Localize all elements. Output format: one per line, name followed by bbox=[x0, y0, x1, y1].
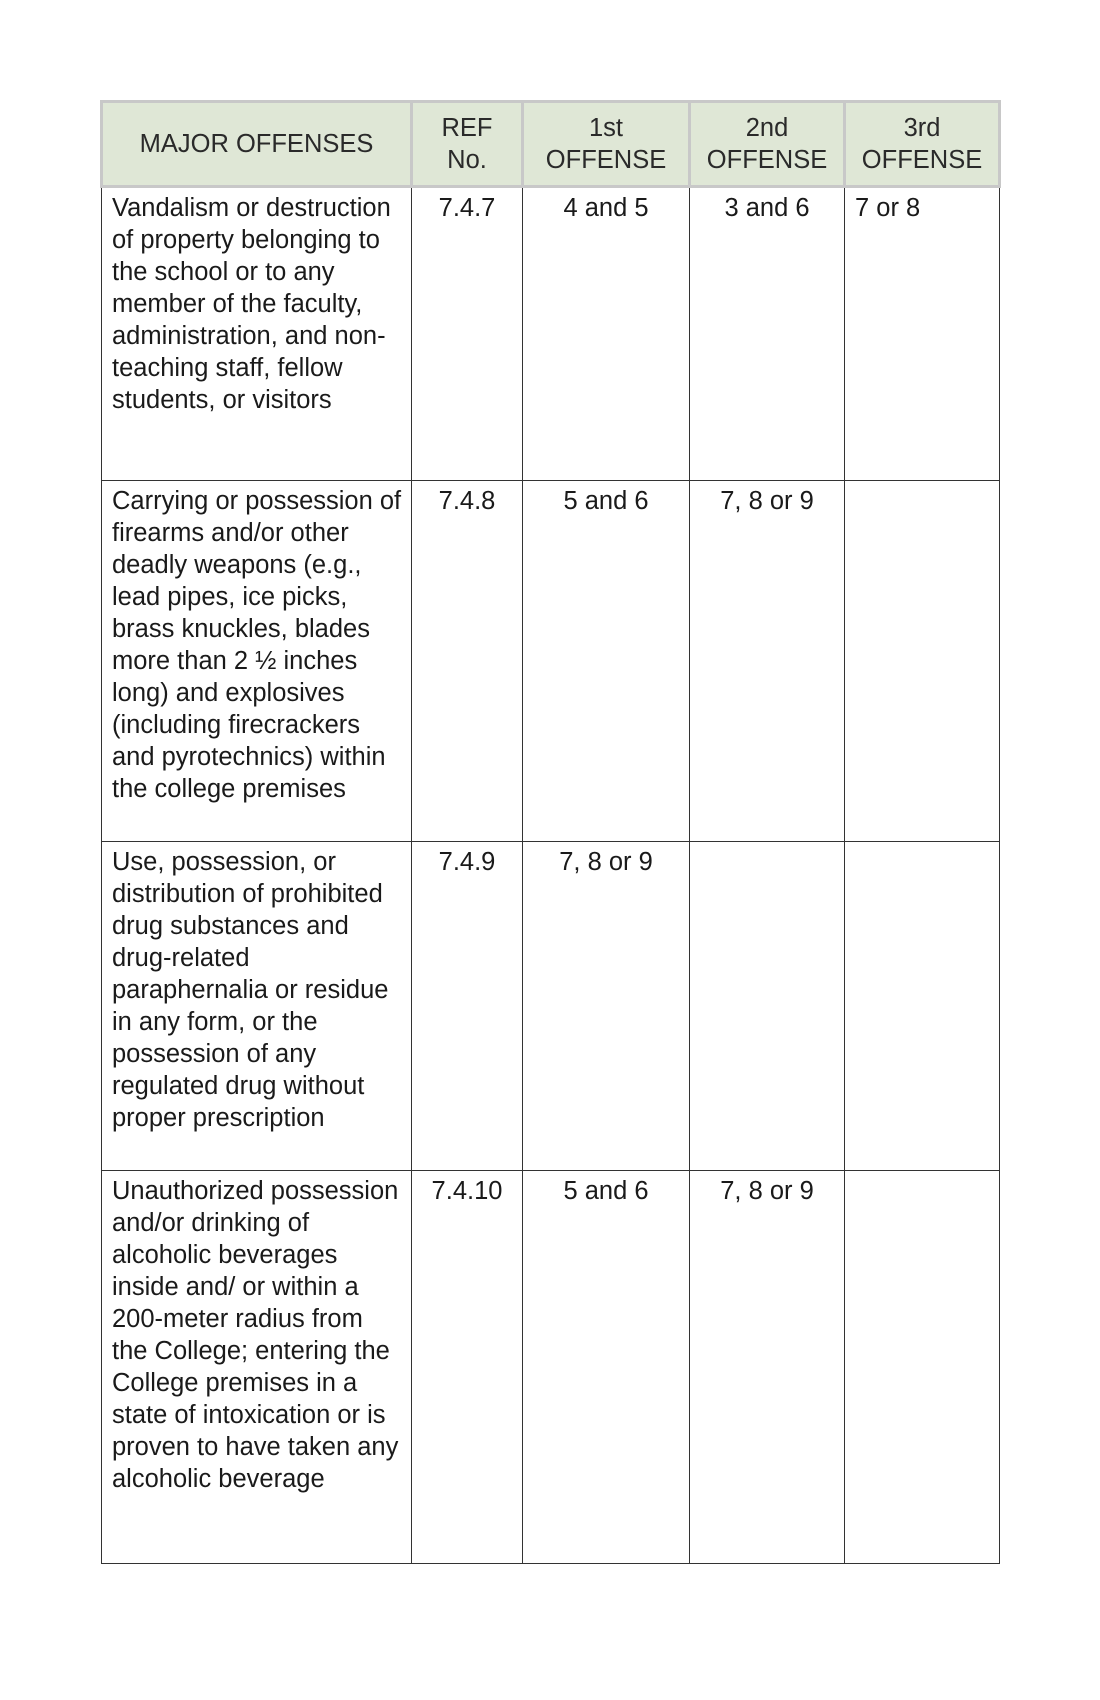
table-row bbox=[102, 842, 1000, 1171]
offense-description: Unauthorized possession and/or drinking of alcoholic beverages inside and/ or within a 200-meter radius from the College; entering the College premises in a state of intoxication or is proven to have taken any alcoholic beverage bbox=[102, 1171, 412, 1564]
table-row bbox=[102, 1171, 1000, 1564]
second-offense-sanction: 3 and 6 bbox=[690, 187, 845, 481]
first-offense-sanction: 4 and 5 bbox=[523, 187, 690, 481]
major-offenses-table bbox=[100, 100, 1001, 1564]
third-offense-sanction bbox=[845, 842, 1000, 1171]
offense-description: Use, possession, or distribution of prohibited drug substances and drug-related paraphernalia or residue in any form, or the possession of any regulated drug without proper prescription bbox=[102, 842, 412, 1171]
first-offense-sanction: 7, 8 or 9 bbox=[523, 842, 690, 1171]
header-major-offenses: MAJOR OFFENSES bbox=[102, 102, 412, 187]
table-row bbox=[102, 481, 1000, 842]
second-offense-sanction: 7, 8 or 9 bbox=[690, 481, 845, 842]
third-offense-sanction bbox=[845, 1171, 1000, 1564]
offense-description: Vandalism or destruction of property belonging to the school or to any member of the faculty, administration, and non-teaching staff, fellow students, or visitors bbox=[102, 187, 412, 481]
header-third-offense: 3rd OFFENSE bbox=[845, 102, 1000, 187]
ref-number: 7.4.7 bbox=[412, 187, 523, 481]
ref-number: 7.4.8 bbox=[412, 481, 523, 842]
offense-description: Carrying or possession of firearms and/or other deadly weapons (e.g., lead pipes, ice picks, brass knuckles, blades more than 2 ½ inches long) and explosives (including firecrackers and pyrotechnics) within the college premises bbox=[102, 481, 412, 842]
third-offense-sanction bbox=[845, 481, 1000, 842]
second-offense-sanction: 7, 8 or 9 bbox=[690, 1171, 845, 1564]
first-offense-sanction: 5 and 6 bbox=[523, 1171, 690, 1564]
table-row bbox=[102, 187, 1000, 481]
header-first-offense: 1st OFFENSE bbox=[523, 102, 690, 187]
third-offense-sanction: 7 or 8 bbox=[845, 187, 1000, 481]
second-offense-sanction bbox=[690, 842, 845, 1171]
first-offense-sanction: 5 and 6 bbox=[523, 481, 690, 842]
ref-number: 7.4.10 bbox=[412, 1171, 523, 1564]
header-ref-no: REF No. bbox=[412, 102, 523, 187]
ref-number: 7.4.9 bbox=[412, 842, 523, 1171]
table-header-row bbox=[102, 102, 1000, 187]
header-second-offense: 2nd OFFENSE bbox=[690, 102, 845, 187]
